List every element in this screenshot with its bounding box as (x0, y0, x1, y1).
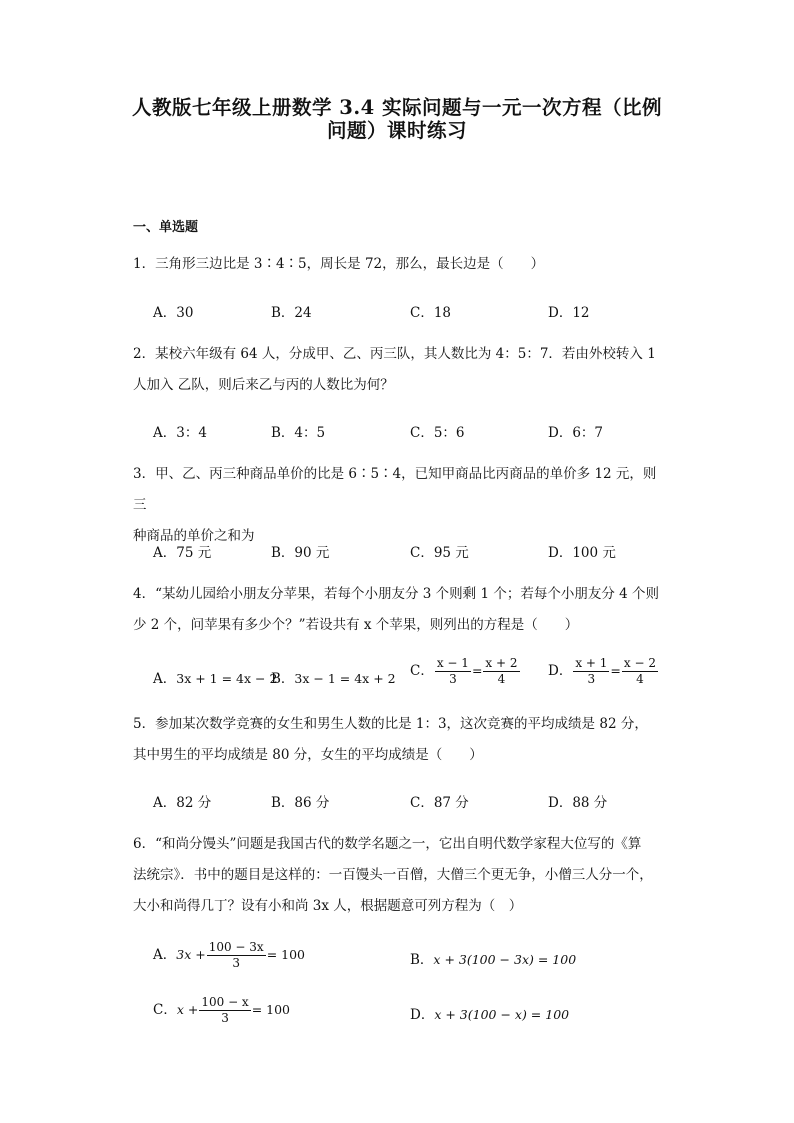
option-d: D．6：7 (548, 425, 604, 441)
page-title-line2: 问题）课时练习 (326, 119, 467, 142)
question-text: 5．参加某次数学竞赛的女生和男生人数的比是 1：3，这次竞赛的平均成绩是 82 分， (133, 716, 648, 732)
fraction: $\frac{x + 1}{3}$ (575, 656, 608, 686)
question-1 (133, 249, 668, 280)
fraction: $\frac{x - 2}{4}$ (623, 656, 656, 686)
option-b (271, 667, 396, 687)
question-5 (133, 709, 668, 771)
question-text: 1．三角形三边比是 3∶4∶5，周长是 72，那么，最长边是（ ） (133, 256, 545, 272)
option-a (153, 667, 277, 687)
question-text: 人加入 乙队，则后来乙与丙的人数比为何？ (133, 377, 394, 393)
option-label: B． (410, 952, 434, 968)
option-d (410, 1003, 569, 1023)
option-label: C． (153, 1002, 177, 1018)
option-a: A．75 元 (153, 545, 212, 561)
question-6 (133, 829, 668, 922)
option-c: C．87 分 (410, 795, 469, 811)
question-text: 3．甲、乙、丙三种商品单价的比是 6∶5∶4，已知甲商品比丙商品的单价多 12 元，则三 (133, 466, 657, 513)
option-c: C．18 (410, 305, 452, 321)
option-d: D．88 分 (548, 795, 608, 811)
option-b: B．4：5 (271, 425, 326, 441)
equation: 3x − 1 = 4x + 2 (294, 671, 396, 686)
option-label: A． (153, 947, 177, 963)
question-text: 少 2 个，问苹果有多少个？”若设共有 x 个苹果，则列出的方程是（ ） (133, 617, 579, 633)
section-heading: 一、单选题 (133, 220, 199, 235)
question-2 (133, 339, 668, 401)
option-label: D． (548, 663, 573, 679)
option-c: C．5：6 (410, 425, 465, 441)
equation: x + 3(100 − x) = 100 (434, 1007, 570, 1022)
option-a: A．30 (153, 305, 194, 321)
option-c: C． $\frac{x - 1}{3}$ = $\frac{x + 2}{4}$ (410, 656, 518, 686)
question-text: 其中男生的平均成绩是 80 分，女生的平均成绩是（ ） (133, 747, 483, 763)
question-text: 6．“和尚分馒头”问题是我国古代的数学名题之一，它出自明代数学家程大位写的《算 (133, 836, 642, 852)
option-d: D． $\frac{x + 1}{3}$ = $\frac{x - 2}{4}$ (548, 656, 656, 686)
option-d: D．12 (548, 305, 590, 321)
question-text: 4．“某幼儿园给小朋友分苹果，若每个小朋友分 3 个则剩 1 个；若每个小朋友分 4 个则 (133, 586, 660, 602)
option-a: A．82 分 (153, 795, 212, 811)
option-a: A．3x + $\frac{100 - 3x}{3}$ = 100 (153, 940, 306, 970)
equation: x + 3(100 − 3x) = 100 (433, 952, 577, 967)
option-c: C．95 元 (410, 545, 469, 561)
fraction: $\frac{100 - 3x}{3}$ (208, 940, 264, 970)
option-b: B．90 元 (271, 545, 330, 561)
option-b: B．24 (271, 305, 312, 321)
fraction: $\frac{x + 2}{4}$ (485, 656, 518, 686)
option-label: B． (271, 671, 295, 687)
option-label: C． (410, 663, 434, 679)
option-d: D．100 元 (548, 545, 616, 561)
question-text: 大小和尚得几丁？设有小和尚 3x 人，根据题意可列方程为（ ） (133, 898, 523, 914)
question-text: 法统宗》．书中的题目是这样的：一百馒头一百僧，大僧三个更无争，小僧三人分一个， (133, 867, 653, 883)
fraction: $\frac{x - 1}{3}$ (436, 656, 469, 686)
page-title-line1: 人教版七年级上册数学 3.4 实际问题与一元一次方程（比例 (131, 96, 662, 119)
option-b: B．86 分 (271, 795, 330, 811)
option-label: D． (410, 1007, 435, 1023)
question-text: 2．某校六年级有 64 人，分成甲、乙、丙三队，其人数比为 4：5：7．若由外校转入 1 (133, 346, 656, 362)
option-c: C．x + $\frac{100 - x}{3}$ = 100 (153, 995, 291, 1025)
option-a: A．3：4 (153, 425, 207, 441)
equation: 3x + 1 = 4x − 2 (176, 671, 278, 686)
option-label: A． (153, 671, 177, 687)
question-4 (133, 579, 668, 641)
question-text: 种商品的单价之和为 (133, 528, 255, 544)
fraction: $\frac{100 - x}{3}$ (201, 995, 249, 1025)
option-b (410, 948, 576, 968)
question-3 (133, 459, 668, 552)
